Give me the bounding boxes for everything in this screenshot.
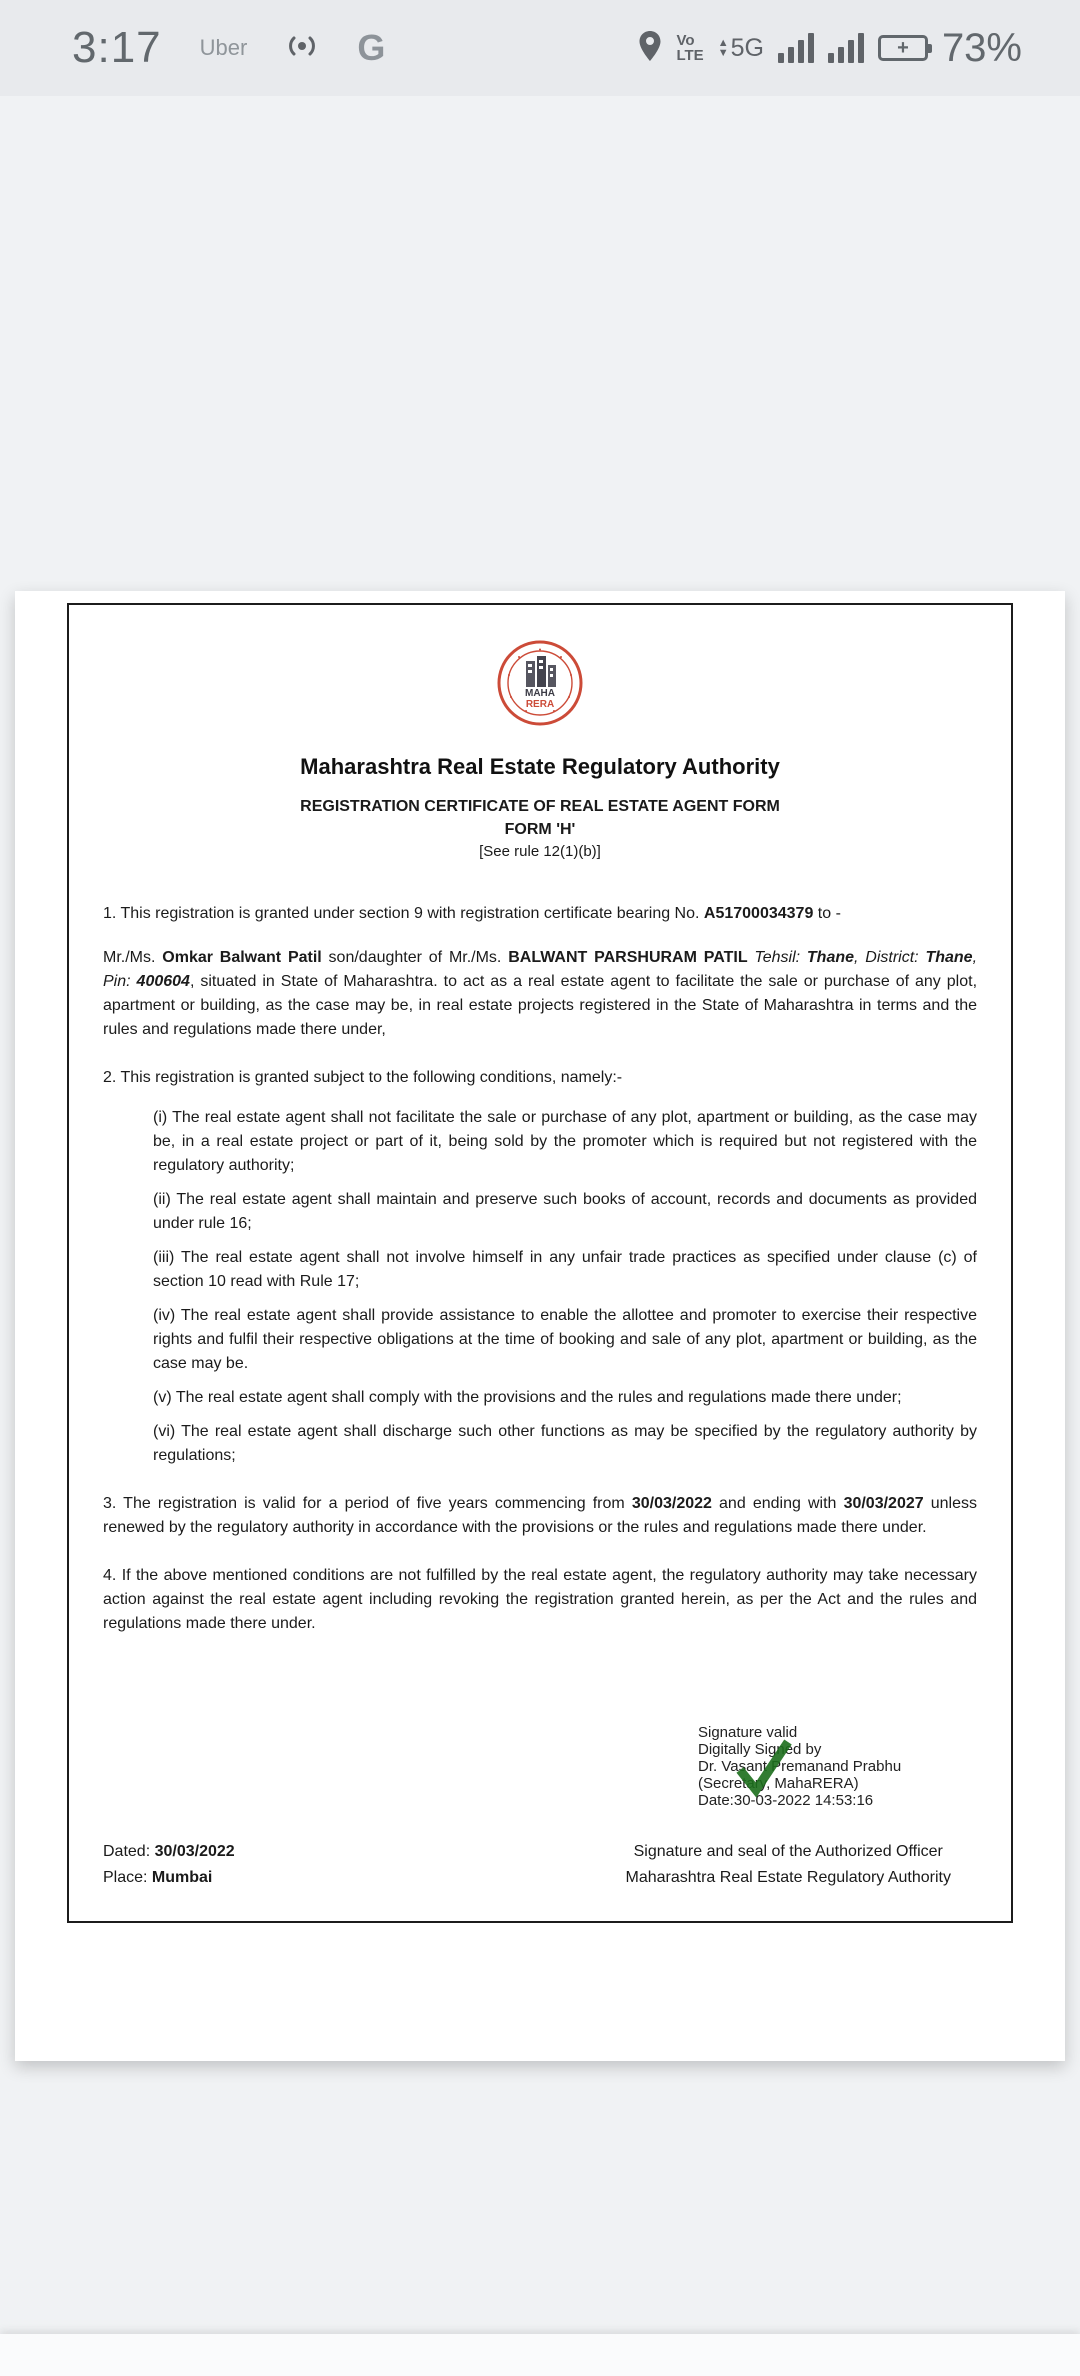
dated-line <box>103 1839 235 1865</box>
clause-3-text1: 3. The registration is valid for a period of five years commencing from <box>103 1495 632 1512</box>
clause-2-intro: 2. This registration is granted subject to the following conditions, namely:- <box>103 1069 623 1086</box>
clause-1-text: 1. This registration is granted under section 9 with registration certificate bearing No. <box>103 905 704 922</box>
registration-number: A51700034379 <box>703 905 814 922</box>
clause-4: 4. If the above mentioned conditions are not fulfilled by the real estate agent, the regulatory authority may take necessary action against the real estate agent including revoking the registration granted herein, as per the Act and the rules and regulations made there under. <box>103 1567 977 1632</box>
form-title-line2: FORM 'H' <box>504 821 576 838</box>
network-5g-label: 5G <box>730 33 764 62</box>
agent-father-name: BALWANT PARSHURAM PATIL <box>508 949 748 966</box>
pin-value: 400604 <box>136 973 190 990</box>
digital-signature-block <box>698 1724 998 1809</box>
agent-details-paragraph <box>103 946 977 1042</box>
volte-line2: LTE <box>676 47 704 64</box>
signature-valid-label: Signature valid <box>698 1724 798 1741</box>
signer-name: Dr. Vasant Premanand Prabhu <box>698 1758 902 1775</box>
clause-1-suffix: to - <box>813 905 841 922</box>
place-value: Mumbai <box>151 1869 213 1886</box>
svg-text:MAHA: MAHA <box>525 688 555 699</box>
rule-reference: [See rule 12(1)(b)] <box>479 843 601 860</box>
certificate-page <box>15 591 1065 2061</box>
digitally-signed-label: Digitally Signed by <box>698 1741 822 1758</box>
footer-right-block <box>626 1839 952 1891</box>
status-bar-right <box>638 26 1022 71</box>
live-location-icon <box>285 31 319 66</box>
signal-bars-icon-sim2 <box>828 33 864 63</box>
volte-indicator <box>676 33 703 63</box>
status-bar <box>0 0 1080 96</box>
agent-middle: son/daughter of Mr./Ms. <box>321 949 509 966</box>
conditions-list <box>103 1106 977 1468</box>
condition-item-ii: (ii) The real estate agent shall maintain and preserve such books of account, records and documents as provided under rule 16; <box>153 1191 977 1232</box>
clause-3 <box>103 1492 977 1540</box>
district-label: , District: <box>854 949 926 966</box>
tehsil-value: Thane <box>806 949 855 966</box>
battery-icon <box>878 35 928 61</box>
condition-item-v: (v) The real estate agent shall comply with the provisions and the rules and regulations made there under; <box>153 1389 902 1406</box>
google-g-icon: G <box>357 27 386 68</box>
condition-item-iii: (iii) The real estate agent shall not involve himself in any unfair trade practices as specified under clause (c) of section 10 read with Rule 17; <box>153 1249 977 1290</box>
dated-value: 30/03/2022 <box>154 1843 235 1860</box>
authority-title: Maharashtra Real Estate Regulatory Authority <box>300 754 780 779</box>
logo-container <box>103 639 977 732</box>
bottom-navigation-strip <box>0 2334 1080 2376</box>
status-bar-left <box>72 23 385 73</box>
data-arrows-icon: ▲ ▼ <box>717 37 729 59</box>
svg-text:RERA: RERA <box>525 699 555 710</box>
signature-date: Date:30-03-2022 14:53:16 <box>698 1792 874 1809</box>
agent-suffix-text: , situated in State of Maharashtra. to act as a real estate agent to facilitate the sale or purchase of any plot, apartment or building, as the case may be, in real estate projects registered in the State of Maharashtra in terms and the rules and regulations made there under, <box>103 973 978 1038</box>
clause-1 <box>103 902 977 926</box>
condition-item-vi: (vi) The real estate agent shall discharge such other functions as may be specified by the regulatory authority by regulations; <box>153 1423 977 1464</box>
dated-label: Dated: <box>103 1843 155 1860</box>
validity-end-date: 30/03/2027 <box>843 1495 924 1512</box>
signal-bars-icon-sim1 <box>778 33 814 63</box>
signer-designation: (Secretary, MahaRERA) <box>698 1775 859 1792</box>
agent-name: Omkar Balwant Patil <box>162 949 322 966</box>
pin-label: , Pin: <box>103 949 978 990</box>
battery-plus-glyph: + <box>897 37 909 59</box>
authority-name-line: Maharashtra Real Estate Regulatory Authority <box>625 1869 951 1886</box>
certificate-border-frame <box>67 603 1013 1923</box>
tehsil-label: Tehsil: <box>747 949 807 966</box>
condition-item-i: (i) The real estate agent shall not facilitate the sale or purchase of any plot, apartment or building, as the case may be, in a real estate project or part of it, being sold by the promoter which is required but not registered with the regulatory authority; <box>153 1109 977 1174</box>
network-type-indicator <box>718 34 764 63</box>
place-label: Place: <box>103 1869 152 1886</box>
form-title-line1: REGISTRATION CERTIFICATE OF REAL ESTATE AGENT FORM <box>300 798 780 815</box>
district-value: Thane <box>925 949 973 966</box>
certificate-footer <box>103 1839 977 1891</box>
agent-prefix: Mr./Ms. <box>103 949 163 966</box>
authorized-officer-line: Signature and seal of the Authorized Officer <box>633 1843 943 1860</box>
footer-left-block <box>103 1839 235 1891</box>
place-line <box>103 1865 235 1891</box>
validity-start-date: 30/03/2022 <box>631 1495 712 1512</box>
battery-percent-label: 73% <box>941 25 1022 70</box>
maharera-logo-icon <box>496 639 584 727</box>
location-pin-icon <box>638 30 662 67</box>
carrier-label: Uber <box>199 35 248 60</box>
clause-3-text3: unless renewed by the regulatory authority in accordance with the provisions or the rules and regulations made there under. <box>103 1495 978 1536</box>
volte-line1: Vo <box>676 32 695 49</box>
clock-text: 3:17 <box>72 23 162 72</box>
condition-item-iv: (iv) The real estate agent shall provide assistance to enable the allottee and promoter to exercise their respective rights and fulfil their respective obligations at the time of booking and sale of any plot, apartment or building, as the case may be. <box>153 1307 977 1372</box>
clause-3-text2: and ending with <box>711 1495 844 1512</box>
